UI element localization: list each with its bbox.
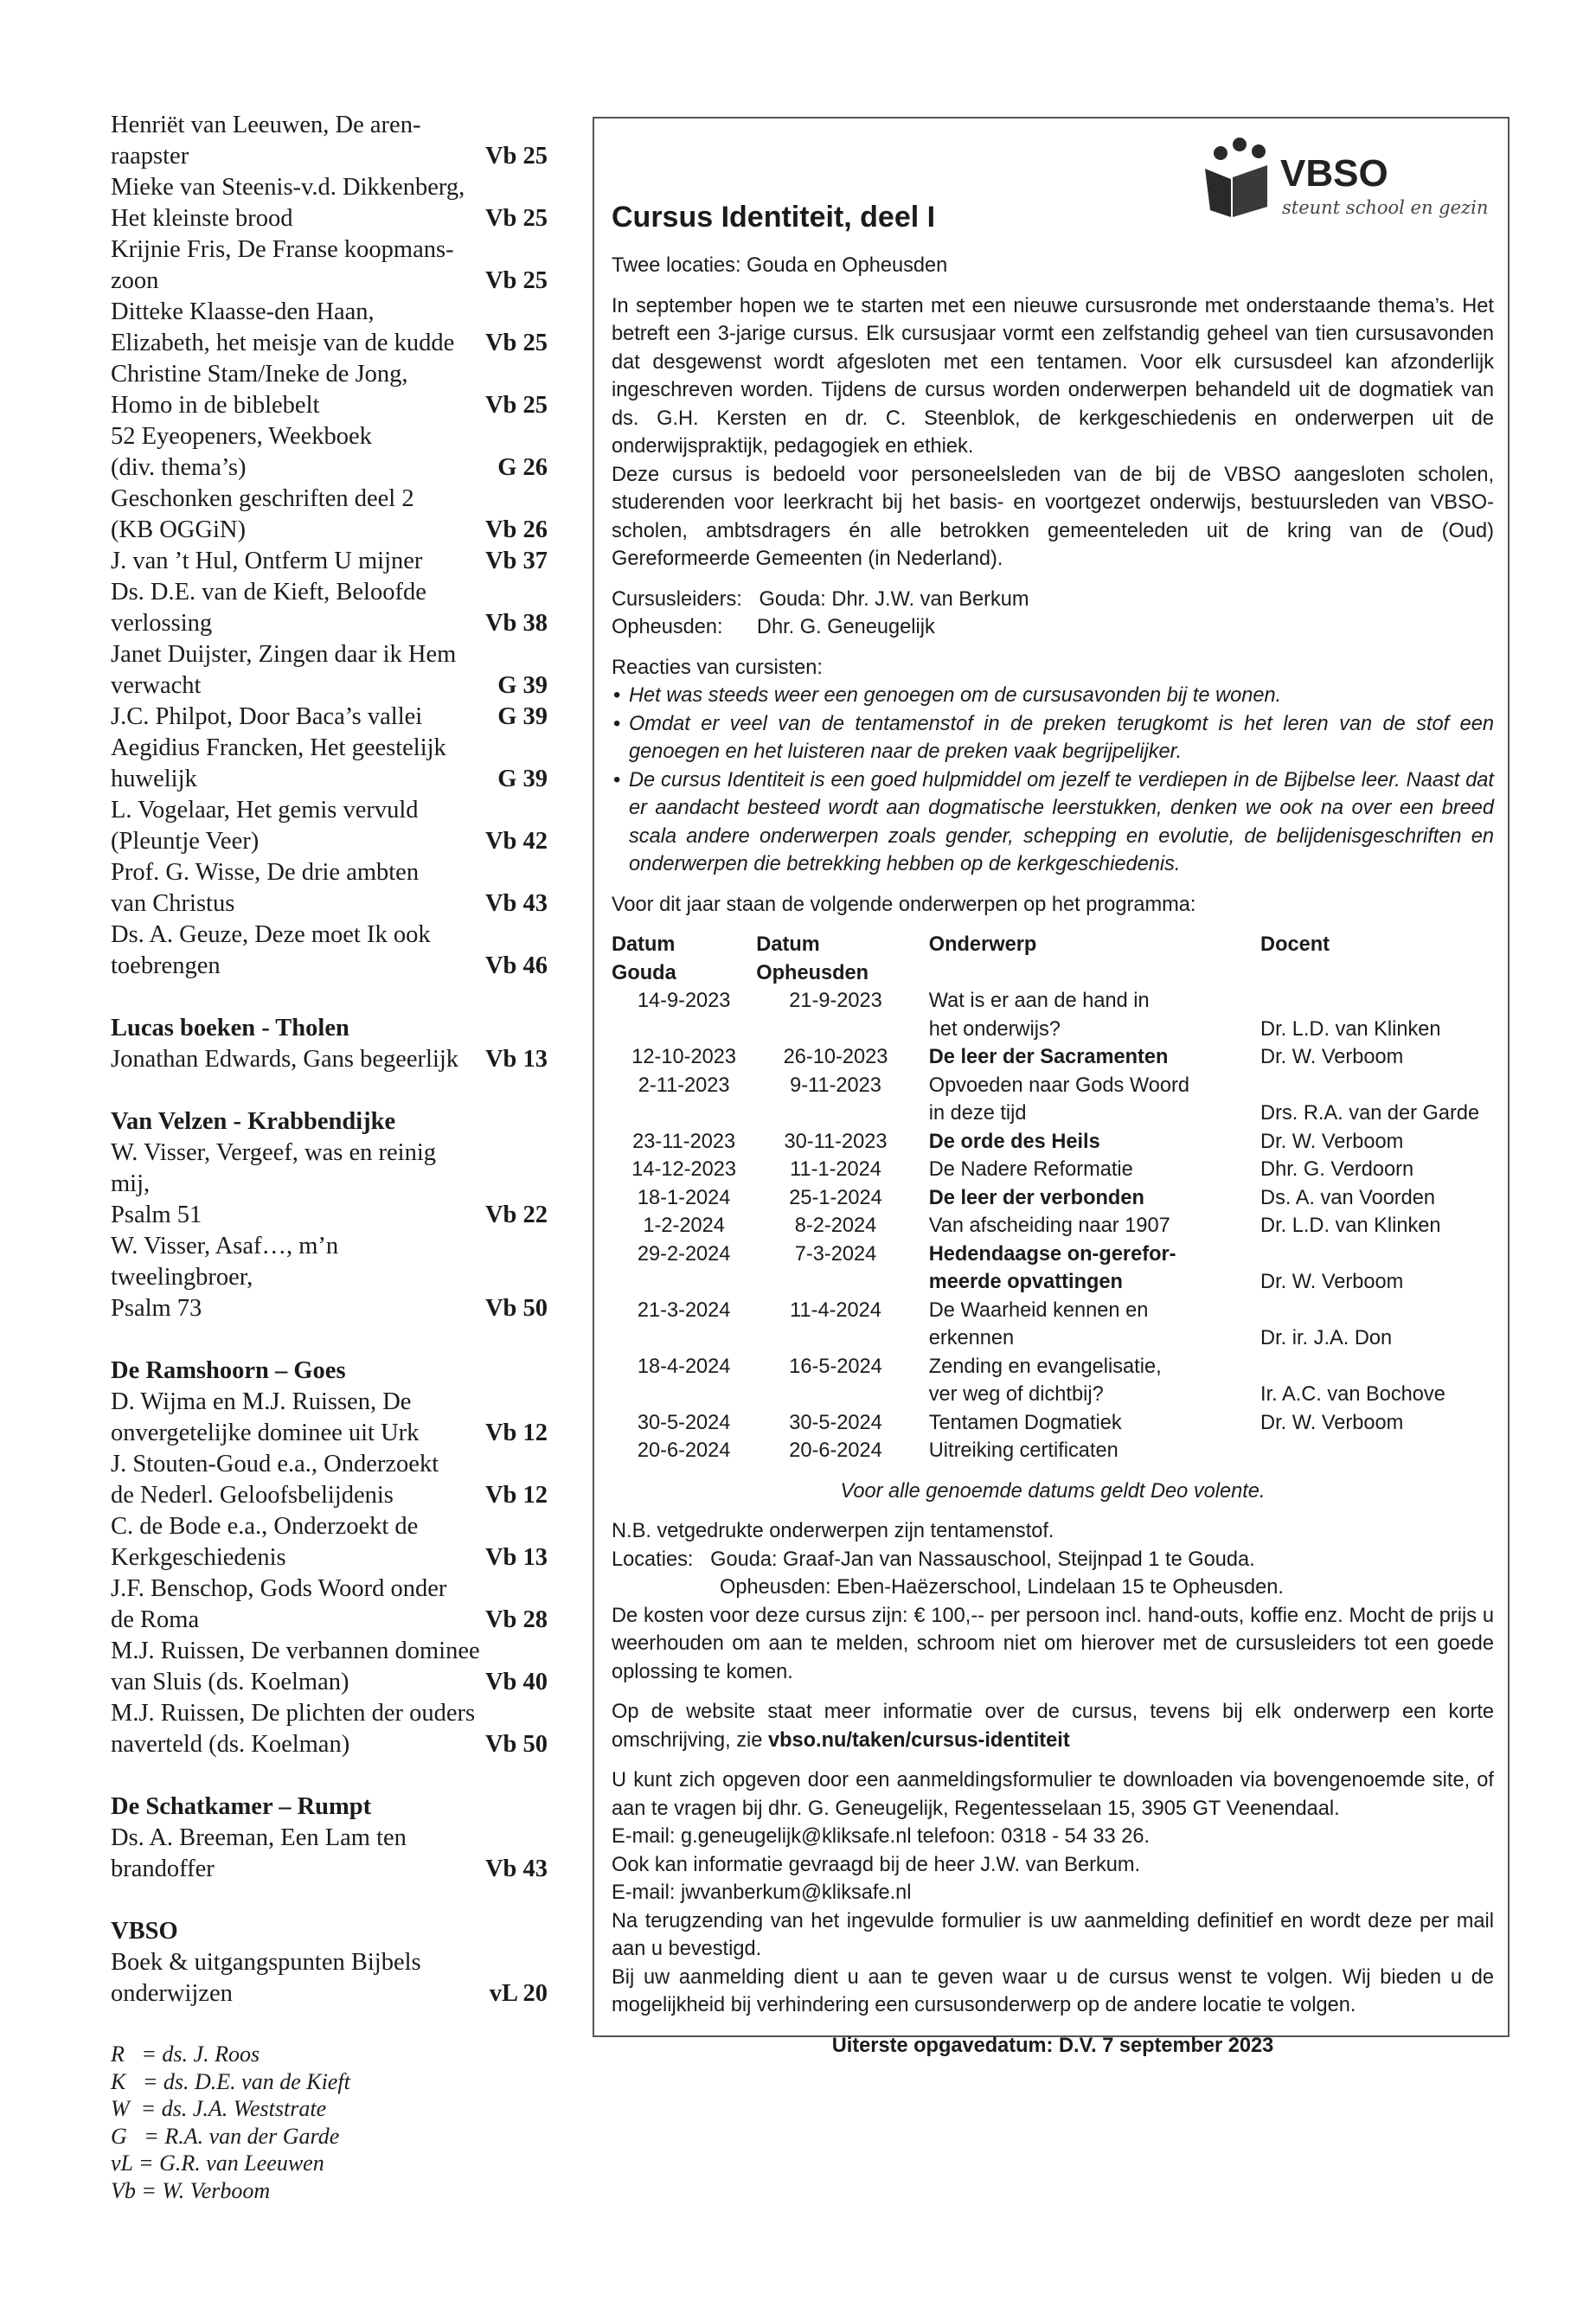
book-code: Vb 43 <box>484 890 548 917</box>
book-code: Vb 13 <box>484 1046 548 1073</box>
book-code: Vb 25 <box>484 392 548 419</box>
book-entry <box>111 1698 548 1760</box>
book-title: Janet Duijster, Zingen daar ik Hem verwacht <box>111 641 457 699</box>
leader-opheusden: Dhr. G. Geneugelijk <box>756 616 935 638</box>
date-gouda: 29-2-2024 <box>637 1242 731 1266</box>
subject: De orde des Heils <box>928 1130 1100 1153</box>
teacher: Dr. ir. J.A. Don <box>1260 1327 1393 1349</box>
book-title: W. Visser, Asaf…, m’n tweelingbroer, Psalm 73 <box>111 1233 339 1322</box>
program-row <box>612 1072 1494 1128</box>
teacher: Dr. L.D. van Klinken <box>1260 1017 1441 1041</box>
book-title: L. Vogelaar, Het gemis vervuld (Pleuntje Veer) <box>111 797 419 855</box>
book-entry <box>111 733 548 795</box>
book-code: Vb 40 <box>484 1669 548 1695</box>
publisher-heading: Lucas boeken - Tholen <box>111 1015 349 1042</box>
program-row <box>612 1297 1494 1353</box>
header-datum-opheusden: Datum Opheusden <box>756 933 869 984</box>
book-title: Jonathan Edwards, Gans begeerlijk <box>111 1046 459 1073</box>
legend-entry: Vb = W. Verboom <box>111 2177 271 2203</box>
date-opheusden: 20-6-2024 <box>789 1439 882 1462</box>
book-title: J.C. Philpot, Door Baca’s vallei <box>111 703 423 730</box>
book-code: Vb 25 <box>484 205 548 232</box>
book-title: Ds. D.E. van de Kieft, Beloofde verlossing <box>111 579 426 637</box>
book-code: Vb 12 <box>484 1420 548 1446</box>
book-entry <box>111 857 548 920</box>
book-code: Vb 50 <box>484 1295 548 1322</box>
teacher: Dhr. G. Verdoorn <box>1260 1158 1414 1181</box>
return-paragraph: Na terugzending van het ingevulde formulier is uw aanmelding definitief en wordt deze per mail aan u bevestigd. <box>612 1909 1494 1960</box>
subject: Van afscheiding naar 1907 <box>928 1215 1170 1237</box>
program-table <box>612 931 1494 1465</box>
course-title: Cursus Identiteit, deel I <box>612 201 936 234</box>
reactions-list <box>612 682 1494 879</box>
book-code: Vb 26 <box>484 516 548 543</box>
book-entry <box>111 702 548 733</box>
intro-paragraph: In september hopen we te starten met een nieuwe cursusronde met onderstaande thema’s. Het betreft een 3-jarige cursus. Elk cursusjaar vormt een zelfstandig geheel van tien cursusavonden dat desgewenst wordt afgesloten met een tentamen. Voor elk cursusdeel kan afzonderlijk ingeschreven worden. Tijdens de cursus worden onderwerpen behandeld uit de dogmatiek van ds. G.H. Kersten en dr. C. Steenblok, de kerkgeschiedenis en onderwerpen uit de onderwijspraktijk, pedagogiek en ethiek. <box>612 294 1494 458</box>
teacher: Ds. A. van Voorden <box>1260 1186 1436 1209</box>
teacher: Dr. W. Verboom <box>1260 1130 1404 1153</box>
book-code: G 26 <box>497 454 548 481</box>
teacher: Dr. W. Verboom <box>1260 1411 1404 1434</box>
website-paragraph <box>612 1698 1494 1754</box>
book-code: G 39 <box>497 703 548 730</box>
program-row <box>612 1409 1494 1438</box>
date-gouda: 20-6-2024 <box>637 1439 731 1462</box>
subject: Zending en evangelisatie, ver weg of dichtbij? <box>928 1355 1162 1406</box>
subject: Hedendaagse on-gerefor- meerde opvattingen <box>928 1242 1176 1293</box>
book-title: 52 Eyeopeners, Weekboek (div. thema’s) <box>111 423 372 481</box>
subject: Wat is er aan de hand in het onderwijs? <box>928 990 1150 1041</box>
book-title: Aegidius Francken, Het geestelijk huwelijk <box>111 734 446 792</box>
program-row <box>612 1437 1494 1465</box>
date-gouda: 14-12-2023 <box>631 1158 736 1181</box>
book-entry <box>111 920 548 982</box>
book-title: Mieke van Steenis-v.d. Dikkenberg, Het kleinste brood <box>111 174 465 232</box>
date-opheusden: 9-11-2023 <box>790 1074 881 1097</box>
date-gouda: 1-2-2024 <box>643 1215 725 1237</box>
program-table-header <box>612 931 1494 987</box>
book-code: Vb 12 <box>484 1482 548 1509</box>
subject: De Waarheid kennen en erkennen <box>928 1298 1149 1349</box>
book-title: J. van ’t Hul, Ontferm U mijner <box>111 548 423 574</box>
book-entry <box>111 297 548 359</box>
teacher: Dr. L.D. van Klinken <box>1260 1215 1441 1237</box>
book-title: Boek & uitgangspunten Bijbels onderwijzen <box>111 1949 421 2007</box>
announcement-content <box>612 198 1494 2060</box>
publisher-heading: De Schatkamer – Rumpt <box>111 1793 372 1820</box>
date-opheusden: 11-1-2024 <box>790 1158 881 1181</box>
publisher-section <box>111 1916 548 2009</box>
publisher-section <box>111 1791 548 1885</box>
teacher: Ir. A.C. van Bochove <box>1260 1383 1445 1406</box>
book-entry <box>111 1511 548 1574</box>
book-title: Prof. G. Wisse, De drie ambten van Christus <box>111 859 420 917</box>
legend-entry: G = R.A. van der Garde <box>111 2123 340 2149</box>
publisher-section <box>111 1013 548 1075</box>
date-gouda: 12-10-2023 <box>631 1046 736 1068</box>
date-opheusden: 30-11-2023 <box>784 1130 888 1153</box>
book-entry <box>111 1138 548 1231</box>
book-code: Vb 25 <box>484 330 548 356</box>
date-gouda: 30-5-2024 <box>637 1411 731 1434</box>
book-entry <box>111 172 548 234</box>
teacher: Dr. W. Verboom <box>1260 1271 1404 1293</box>
teacher <box>1260 1437 1494 1465</box>
more-info: Ook kan informatie gevraagd bij de heer J.W. van Berkum. <box>612 1853 1141 1876</box>
date-opheusden: 16-5-2024 <box>789 1355 882 1378</box>
program-intro: Voor dit jaar staan de volgende onderwerpen op het programma: <box>612 893 1196 916</box>
header-onderwerp: Onderwerp <box>928 933 1037 956</box>
reaction-item: • De cursus Identiteit is een goed hulpmiddel om jezelf te verdiepen in de Bijbelse leer. Naast dat er aandacht besteed wordt aan dogmatische leerstukken, denken we ook na over een breed scala andere onderwerpen zoals gender, schepping en evolutie, de belijdenisgeschriften en onderwerpen die betrekking hebben op de kerkgeschiedenis. <box>612 766 1494 879</box>
book-entry <box>111 1636 548 1698</box>
book-entry <box>111 1387 548 1449</box>
email-van-berkum: E-mail: jwvanberkum@kliksafe.nl <box>612 1881 912 1904</box>
publisher-heading: Van Velzen - Krabbendijke <box>111 1108 396 1135</box>
book-entry <box>111 639 548 702</box>
website-link[interactable]: vbso.nu/taken/cursus-identiteit <box>767 1728 1070 1752</box>
locations-block <box>612 1546 1494 1602</box>
book-title: M.J. Ruissen, De verbannen dominee van Sluis (ds. Koelman) <box>111 1638 480 1695</box>
book-entry <box>111 1947 548 2009</box>
book-title: M.J. Ruissen, De plichten der ouders naverteld (ds. Koelman) <box>111 1700 476 1758</box>
date-opheusden: 7-3-2024 <box>794 1242 877 1266</box>
book-code: Vb 50 <box>484 1731 548 1758</box>
date-opheusden: 21-9-2023 <box>789 990 882 1012</box>
reaction-item: • Het was steeds weer een genoegen om de cursusavonden bij te wonen. <box>612 682 1494 710</box>
book-list-intro <box>111 110 548 982</box>
book-list-sections <box>111 1013 548 2009</box>
date-opheusden: 8-2-2024 <box>794 1215 877 1237</box>
book-title: Krijnie Fris, De Franse koopmans- zoon <box>111 236 454 294</box>
date-opheusden: 11-4-2024 <box>790 1298 881 1322</box>
book-title: D. Wijma en M.J. Ruissen, De onvergetelijke dominee uit Urk <box>111 1388 420 1446</box>
book-title: Ditteke Klaasse-den Haan, Elizabeth, het meisje van de kudde <box>111 298 455 356</box>
publisher-section <box>111 1106 548 1324</box>
date-opheusden: 25-1-2024 <box>789 1186 882 1209</box>
logo-name: VBSO <box>1280 152 1388 195</box>
book-title: Ds. A. Breeman, Een Lam ten brandoffer <box>111 1824 407 1882</box>
program-row <box>612 987 1494 1043</box>
subject: Uitreiking certificaten <box>928 1439 1118 1462</box>
book-code: Vb 28 <box>484 1606 548 1633</box>
course-announcement-box <box>593 117 1509 2057</box>
book-entry <box>111 1231 548 1324</box>
audience-paragraph: Deze cursus is bedoeld voor personeelsleden van de bij de VBSO aangesloten scholen, studerenden voor leerkracht bij het basis- en voortgezet onderwijs, bestuursleden van VBSO-scholen, ambtsdragers én alle betrokken gemeenteleden uit de kring van de (Oud) Gereformeerde Gemeenten (in Nederland). <box>612 463 1494 570</box>
book-code: Vb 38 <box>484 610 548 637</box>
subject: De leer der Sacramenten <box>928 1046 1169 1068</box>
leader-gouda: Gouda: Dhr. J.W. van Berkum <box>759 587 1029 611</box>
locations-label: Locaties: <box>612 1548 694 1571</box>
book-code: vL 20 <box>489 1980 548 2007</box>
signup-paragraph: U kunt zich opgeven door een aanmeldingsformulier te downloaden via bovengenoemde site, of aan te vragen bij dhr. G. Geneugelijk, Regentesselaan 15, 3905 GT Veenendaal. <box>612 1769 1494 1820</box>
book-code: Vb 22 <box>484 1202 548 1228</box>
publisher-heading: VBSO <box>111 1918 178 1945</box>
website-text: Op de website staat meer informatie over de cursus, tevens bij elk onderwerp een korte omschrijving, zie <box>612 1701 1494 1752</box>
program-row <box>612 1043 1494 1072</box>
subject: De leer der verbonden <box>928 1186 1144 1209</box>
reactions-title: Reacties van cursisten: <box>612 656 823 679</box>
book-code: Vb 25 <box>484 143 548 170</box>
book-entry <box>111 1449 548 1511</box>
book-entry <box>111 484 548 546</box>
course-leaders <box>612 586 1494 642</box>
book-code: G 39 <box>497 672 548 699</box>
teacher: Dr. W. Verboom <box>1260 1046 1404 1068</box>
legend-entry: K = ds. D.E. van de Kieft <box>111 2068 350 2094</box>
date-gouda: 2-11-2023 <box>638 1074 730 1097</box>
location-choice-paragraph: Bij uw aanmelding dient u aan te geven waar u de cursus wenst te volgen. Wij bieden u de mogelijkheid bij verhindering een cursusonderwerp op de andere locatie te volgen. <box>612 1965 1494 2016</box>
date-gouda: 14-9-2023 <box>637 990 731 1012</box>
publisher-heading: De Ramshoorn – Goes <box>111 1357 346 1384</box>
book-code: Vb 43 <box>484 1856 548 1882</box>
book-entry <box>111 546 548 577</box>
book-entry <box>111 359 548 421</box>
header-datum-gouda: Datum Gouda <box>612 933 676 984</box>
teacher: Drs. R.A. van der Garde <box>1260 1102 1480 1125</box>
book-code: G 39 <box>497 766 548 792</box>
nb-note: N.B. vetgedrukte onderwerpen zijn tentamenstof. <box>612 1520 1054 1542</box>
book-entry <box>111 1044 548 1075</box>
logo-tagline: steunt school en gezin <box>1282 197 1489 218</box>
book-code: Vb 13 <box>484 1544 548 1571</box>
email-geneugelijk: E-mail: g.geneugelijk@kliksafe.nl telefoon: 0318 - 54 33 26. <box>612 1825 1151 1848</box>
book-title: Ds. A. Geuze, Deze moet Ik ook toebrengen <box>111 921 431 979</box>
costs-paragraph: De kosten voor deze cursus zijn: € 100,-- per persoon incl. hand-outs, koffie enz. Mocht de prijs u weerhouden om aan te melden, schroom niet om hierover met de cursusleiders tot een goede oplossing te komen. <box>612 1604 1494 1683</box>
date-gouda: 21-3-2024 <box>637 1298 731 1322</box>
location-opheusden: Opheusden: Eben-Haëzerschool, Lindelaan 15 te Opheusden. <box>720 1576 1284 1599</box>
book-entry <box>111 1823 548 1885</box>
subject: De Nadere Reformatie <box>928 1158 1133 1181</box>
program-row <box>612 1212 1494 1240</box>
leaders-label: Cursusleiders: <box>612 587 742 611</box>
course-locations: Twee locaties: Gouda en Opheusden <box>612 254 948 277</box>
book-title: J. Stouten-Goud e.a., Onderzoekt de Nederl. Geloofsbelijdenis <box>111 1451 439 1509</box>
subject: Opvoeden naar Gods Woord in deze tijd <box>928 1074 1189 1125</box>
program-row <box>612 1353 1494 1409</box>
date-opheusden: 26-10-2023 <box>783 1046 888 1068</box>
author-legend <box>111 2041 548 2204</box>
book-title: C. de Bode e.a., Onderzoekt de Kerkgeschiedenis <box>111 1513 419 1571</box>
deadline: Uiterste opgavedatum: D.V. 7 september 2023 <box>831 2034 1274 2057</box>
book-title: J.F. Benschop, Gods Woord onder de Roma <box>111 1575 447 1633</box>
book-entry <box>111 1574 548 1636</box>
deo-volente-note: Voor alle genoemde datums geldt Deo volente. <box>840 1479 1266 1503</box>
date-opheusden: 30-5-2024 <box>789 1411 882 1434</box>
legend-entry: R = ds. J. Roos <box>111 2041 260 2067</box>
book-entry <box>111 421 548 484</box>
program-row <box>612 1240 1494 1297</box>
book-entry <box>111 577 548 639</box>
book-title: Geschonken geschriften deel 2 (KB OGGiN) <box>111 485 414 543</box>
location-gouda: Gouda: Graaf-Jan van Nassauschool, Steijnpad 1 te Gouda. <box>710 1548 1255 1571</box>
book-code: Vb 46 <box>484 952 548 979</box>
book-entry <box>111 795 548 857</box>
book-entry <box>111 110 548 172</box>
leader-opheusden-label: Opheusden: <box>612 616 723 638</box>
book-entry <box>111 234 548 297</box>
program-row <box>612 1184 1494 1213</box>
book-title: W. Visser, Vergeef, was en reinig mij, Psalm 51 <box>111 1139 437 1228</box>
program-row <box>612 1156 1494 1184</box>
subject: Tentamen Dogmatiek <box>928 1411 1122 1434</box>
legend-entry: W = ds. J.A. Weststrate <box>111 2096 327 2121</box>
header-docent: Docent <box>1260 933 1330 956</box>
book-title: Henriët van Leeuwen, De aren- raapster <box>111 112 421 170</box>
book-code: Vb 25 <box>484 267 548 294</box>
book-code: Vb 42 <box>484 828 548 855</box>
legend-entry: vL = G.R. van Leeuwen <box>111 2150 324 2176</box>
publisher-section <box>111 1356 548 1760</box>
book-code: Vb 37 <box>484 548 548 574</box>
date-gouda: 18-4-2024 <box>637 1355 731 1378</box>
date-gouda: 18-1-2024 <box>637 1186 731 1209</box>
date-gouda: 23-11-2023 <box>632 1130 736 1153</box>
program-row <box>612 1128 1494 1157</box>
reaction-item: • Omdat er veel van de tentamenstof in de preken terugkomt is het leren van de stof een genoegen en het luisteren naar de preken vaak begrijpelijker. <box>612 710 1494 766</box>
book-title: Christine Stam/Ineke de Jong, Homo in de biblebelt <box>111 361 408 419</box>
book-list-column <box>111 110 548 2204</box>
